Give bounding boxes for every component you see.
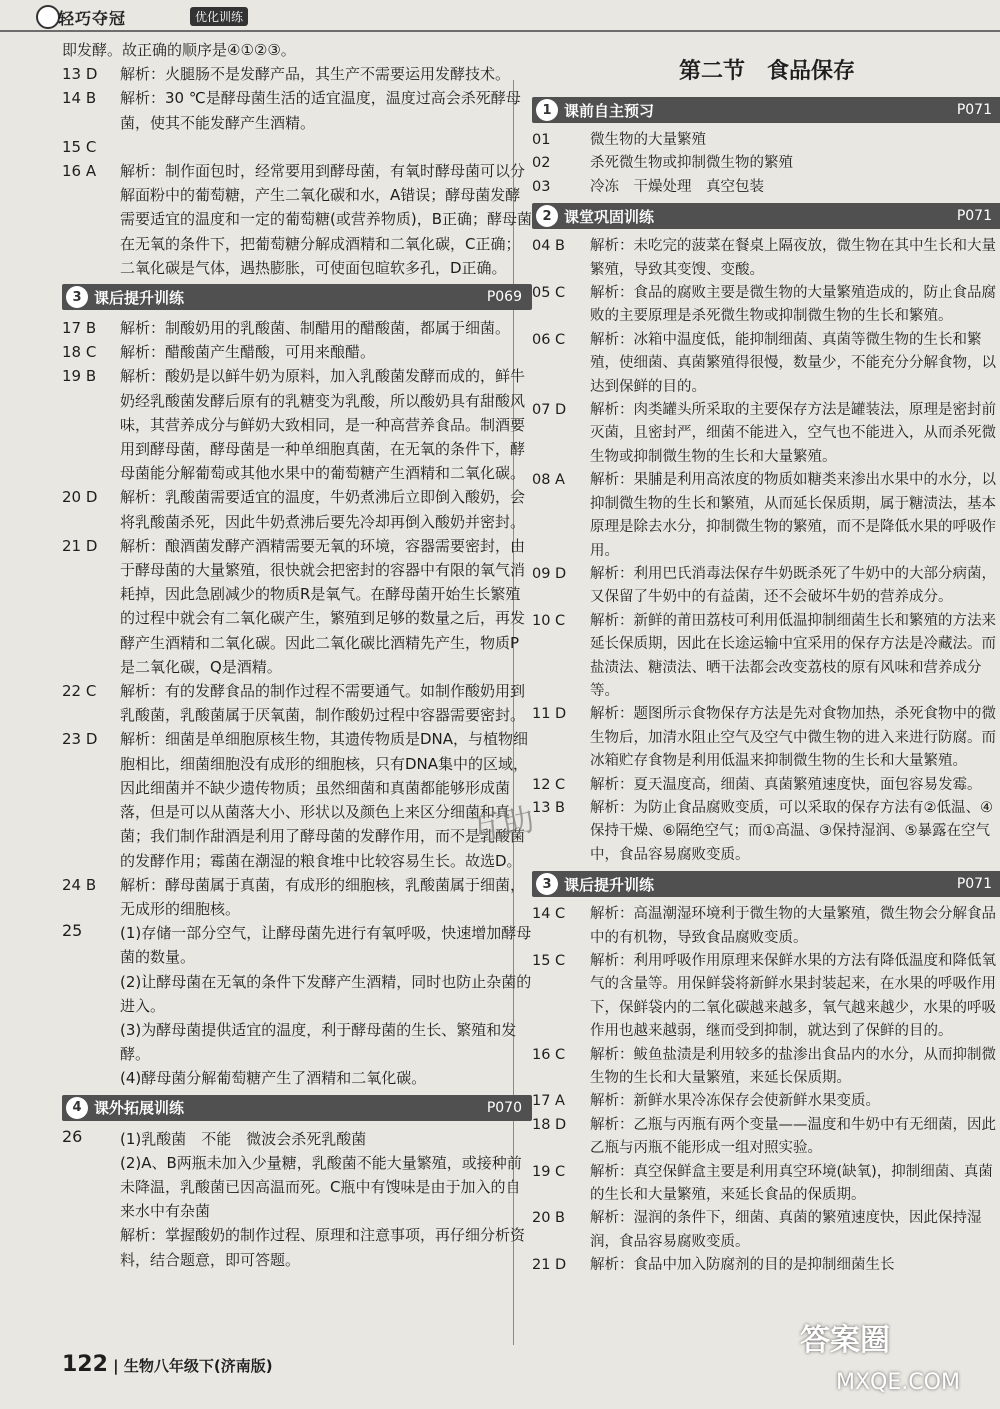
section-page-ref: P071 <box>956 208 992 225</box>
answer-item <box>62 135 532 159</box>
answer-part: (2)让酵母菌在无氧的条件下发酵产生酒精，同时也防止杂菌的进入。 <box>120 972 532 1015</box>
answer-item <box>62 364 532 485</box>
answer-number: 13 B <box>532 799 566 816</box>
brand-badge: 优化训练 <box>190 7 248 26</box>
section-index: 1 <box>536 99 558 121</box>
answer-item <box>532 950 1000 1044</box>
answer-part: 解析：掌握酸奶的制作过程、原理和注意事项，再仔细分析资料，结合题意，即可答题。 <box>120 1226 526 1269</box>
answer-text: 解析：30 ℃是酵母菌生活的适宜温度，温度过高会杀死酵母菌，使其不能发酵产生酒精。 <box>120 89 521 132</box>
brand-logo: 轻巧夺冠 <box>58 9 127 28</box>
answer-parts <box>120 921 532 1090</box>
section-page-ref: P071 <box>956 102 992 118</box>
answer-text: 解析：新鲜的莆田荔枝可利用低温抑制细菌生长和繁殖的方法来延长保质期，因此在长途运输中宜采用的保存方法是冷藏法。而盐渍法、糖渍法、晒干法都会改变荔枝的原有风味和营养成分等。 <box>590 612 996 699</box>
answer-text: 解析：有的发酵食品的制作过程不需要通气。如制作酸奶用到乳酸菌，乳酸菌属于厌氧菌，制作酸奶过程中容器需要密封。 <box>120 682 526 725</box>
answer-number: 13 D <box>62 65 98 84</box>
answer-number: 14 B <box>62 89 97 108</box>
answer-item <box>62 316 532 340</box>
answer-number: 16 A <box>62 162 97 181</box>
watermark-logo: 答案圈 <box>800 1323 890 1358</box>
answer-item <box>62 86 532 134</box>
answer-text: 解析：高温潮湿环境利于微生物的大量繁殖，微生物会分解食品中的有机物，导致食品腐败变质。 <box>590 906 996 946</box>
answer-item <box>62 485 532 533</box>
answer-text: 解析：酿酒菌发酵产酒精需要无氧的环境，容器需要密封，由于酵母菌的大量繁殖，很快就会把密封的容器中有限的氧气消耗掉，因此急剧减少的物质R是氧气。在酵母菌开始生长繁殖的过程中就会有二氧化碳产生，繁殖到足够的数量之后，再发酵产生酒精和二氧化碳。因此二氧化碳比酒精先产生，物质P是二氧化碳，Q是酒精。 <box>120 536 526 676</box>
answer-number: 12 C <box>532 776 566 793</box>
answer-item <box>532 235 1000 282</box>
answer-parts <box>120 1127 532 1272</box>
right-answers-a <box>532 235 1000 867</box>
answer-number: 16 C <box>532 1046 566 1063</box>
answer-item <box>62 340 532 364</box>
answer-item <box>532 1161 1000 1208</box>
section-bar-after-class <box>62 284 532 310</box>
answer-number: 08 A <box>532 472 565 489</box>
answer-item <box>532 563 1000 610</box>
answer-number: 01 <box>532 132 551 148</box>
left-column <box>62 38 532 1272</box>
answer-text: 解析：醋酸菌产生醋酸，可用来酿醋。 <box>120 343 376 362</box>
answer-item <box>532 903 1000 950</box>
answer-item <box>532 703 1000 773</box>
section-bar-preview <box>532 97 1000 123</box>
stamp-mark: 互助 <box>467 799 538 851</box>
answer-text: 解析：冰箱中温度低，能抑制细菌、真菌等微生物的生长和繁殖，使细菌、真菌繁殖得很慢，数量少，不能充分分解食物，以达到保鲜的目的。 <box>590 331 996 395</box>
answer-item <box>532 1254 1000 1277</box>
answer-number: 17 B <box>62 319 97 338</box>
answer-item <box>532 282 1000 329</box>
answer-number: 18 C <box>62 343 97 362</box>
section-index: 3 <box>66 286 88 308</box>
answer-number: 18 D <box>532 1116 567 1133</box>
answer-number: 21 D <box>532 1257 567 1274</box>
answer-text: 解析：制作面包时，经常要用到酵母菌，有氧时酵母菌可以分解面粉中的葡萄糖，产生二氧化碳和水，A错误；酵母菌发酵需要适宜的温度和一定的葡萄糖(或营养物质)，B正确；酵母菌在无氧的条件下，把葡萄糖分解成酒精和二氧化碳，C正确；二氧化碳是气体，遇热膨胀，可使面包暄软多孔，D正确。 <box>120 162 532 277</box>
answer-item <box>62 679 532 727</box>
preview-answers <box>532 129 1000 199</box>
section-index: 4 <box>66 1097 88 1119</box>
answer-number: 22 C <box>62 682 97 701</box>
page-number: 122 <box>62 1352 108 1377</box>
answer-item <box>532 176 1000 199</box>
section-title: 课后提升训练 <box>564 875 655 894</box>
answer-number: 02 <box>532 155 551 172</box>
answer-part: (3)为酵母菌提供适宜的温度，利于酵母菌的生长、繁殖和发酵。 <box>120 1020 517 1064</box>
answer-text: 解析：真空保鲜盒主要是利用真空环境(缺氧)，抑制细菌、真菌的生长和大量繁殖，来延长食品的保质期。 <box>590 1163 993 1204</box>
answer-number: 19 C <box>532 1163 566 1180</box>
answer-text: 解析：乳酸菌需要适宜的温度，牛奶煮沸后立即倒入酸奶，会将乳酸菌杀死，因此牛奶煮沸后要先冷却再倒入酸奶并密封。 <box>120 488 526 531</box>
answer-text: 冷冻 干燥处理 真空包装 <box>590 178 764 195</box>
intro-line: 即发酵。故正确的顺序是④①②③。 <box>62 41 296 59</box>
answer-text <box>120 135 532 159</box>
section-bar-consolidation <box>532 203 1000 229</box>
answer-number: 25 <box>62 921 83 941</box>
right-column <box>532 38 1000 1278</box>
answer-item <box>62 727 532 872</box>
answer-item-26 <box>62 1127 532 1272</box>
section-bar-extension <box>62 1095 532 1121</box>
answer-item <box>532 129 1000 152</box>
answer-text: 解析：为防止食品腐败变质，可以采取的保存方法有②低温、④保持干燥、⑥隔绝空气；而①高温、③保持湿润、⑤暴露在空气中，食品容易腐败变质。 <box>590 799 993 863</box>
answer-text: 解析：酵母菌属于真菌，有成形的细胞核，乳酸菌属于细菌，无成形的细胞核。 <box>120 875 526 918</box>
answer-text: 解析：果脯是利用高浓度的物质如糖类来渗出水果中的水分，以抑制微生物的生长和繁殖，从而延长保质期，属于糖渍法，基本原理是除去水分，抑制微生物的繁殖，而不是降低水果的呼吸作用。 <box>590 472 996 559</box>
answer-item <box>532 1090 1000 1113</box>
answer-text: 解析：新鲜水果冷冻保存会使新鲜水果变质。 <box>590 1093 880 1110</box>
answer-number: 11 D <box>532 706 567 723</box>
answer-item <box>532 1207 1000 1254</box>
answer-item <box>62 62 532 86</box>
page-header <box>0 0 1000 32</box>
answer-number: 19 B <box>62 367 97 386</box>
answer-text: 解析：酸奶是以鲜牛奶为原料，加入乳酸菌发酵而成的，鲜牛奶经乳酸菌发酵后原有的乳糖变为乳酸，所以酸奶具有甜酸风味，其营养成分与鲜奶大致相同，是一种高营养食品。制酒要用到酵母菌，酵母菌是一种单细胞真菌，在无氧的条件下，酵母菌能分解葡萄或其他水果中的葡萄糖产生酒精和二氧化碳。 <box>120 367 526 483</box>
watermark-url: MXQE.COM <box>836 1370 960 1395</box>
book-title: 生物八年级下(济南版) <box>123 1357 273 1375</box>
answer-text: 解析：利用巴氏消毒法保存牛奶既杀死了牛奶中的大部分病菌，又保留了牛奶中的有益菌，还不会破坏牛奶的营养成分。 <box>590 565 996 606</box>
answer-item <box>532 152 1000 175</box>
answer-number: 26 <box>62 1126 83 1146</box>
answer-text: 解析：肉类罐头所采取的主要保存方法是罐装法，原理是密封前灭菌，且密封严，细菌不能进入，空气也不能进入，从而杀死微生物或抑制微生物的生长和大量繁殖。 <box>590 402 996 465</box>
answer-part: (2)A、B两瓶未加入少量糖，乳酸菌不能大量繁殖，或接种前未降温，乳酸菌已因高温而死。C瓶中有馊味是由于加入的自来水中有杂菌 <box>120 1153 522 1221</box>
answer-item-25 <box>62 921 532 1090</box>
section-title: 课后提升训练 <box>94 288 185 307</box>
answer-text: 解析：食品中加入防腐剂的目的是抑制细菌生长 <box>590 1257 895 1274</box>
answer-number: 20 B <box>532 1210 566 1227</box>
answer-item <box>532 774 1000 797</box>
answer-number: 07 D <box>532 402 567 419</box>
section-title: 课外拓展训练 <box>94 1099 185 1118</box>
answer-number: 14 C <box>532 906 566 923</box>
answer-number: 06 C <box>532 331 566 348</box>
answer-number: 17 A <box>532 1093 565 1110</box>
answer-text: 杀死微生物或抑制微生物的繁殖 <box>590 155 793 172</box>
chapter-section-title: 第二节 食品保存 <box>678 59 855 84</box>
answer-part: (1)存储一部分空气，让酵母菌先进行有氧呼吸，快速增加酵母菌的数量。 <box>120 924 532 967</box>
section-title: 课堂巩固训练 <box>564 207 655 226</box>
answer-number: 10 C <box>532 612 566 629</box>
answer-item <box>532 1114 1000 1161</box>
answer-item <box>62 873 532 921</box>
right-answers-b <box>532 903 1000 1278</box>
section-index: 3 <box>536 873 558 895</box>
answer-number: 21 D <box>62 536 98 555</box>
answer-item <box>62 534 532 679</box>
section-index: 2 <box>536 205 558 227</box>
answer-number: 24 B <box>62 875 97 894</box>
answer-text: 解析：题图所示食物保存方法是先对食物加热，杀死食物中的微生物后，加清水阻止空气及空气中微生物的进入来进行防腐。而冰箱贮存食物是利用低温来抑制微生物的生长和大量繁殖。 <box>590 706 996 770</box>
answer-text: 解析：夏天温度高，细菌、真菌繁殖速度快，面包容易发霉。 <box>590 776 982 793</box>
answer-text: 微生物的大量繁殖 <box>590 132 706 148</box>
answer-number: 20 D <box>62 488 98 507</box>
page-footer <box>62 1352 273 1377</box>
answer-item <box>62 159 532 280</box>
answer-part: (1)乳酸菌 不能 微波会杀死乳酸菌 <box>120 1129 367 1148</box>
answer-number: 23 D <box>62 730 98 749</box>
answer-text: 解析：利用呼吸作用原理来保鲜水果的方法有降低温度和降低氧气的含量等。用保鲜袋将新鲜水果封装起来，在水果的呼吸作用下，保鲜袋内的二氧化碳越来越多，氧气越来越少，水果的呼吸作用也越来越弱，继而受到抑制，就达到了保鲜的目的。 <box>590 953 996 1040</box>
section-bar-after-class-right <box>532 871 1000 897</box>
answer-number: 15 C <box>532 953 566 969</box>
section-page-ref: P071 <box>956 876 992 893</box>
answer-item <box>532 1044 1000 1091</box>
answer-item <box>532 797 1000 867</box>
answer-part: (4)酵母菌分解葡萄糖产生了酒精和二氧化碳。 <box>120 1069 427 1088</box>
answer-text: 解析：乙瓶与丙瓶有两个变量——温度和牛奶中有无细菌，因此乙瓶与丙瓶不能形成一组对照实验。 <box>590 1116 996 1157</box>
answer-text: 解析：未吃完的菠菜在餐桌上隔夜放，微生物在其中生长和大量繁殖，导致其变馊、变酸。 <box>590 238 996 278</box>
answer-number: 04 B <box>532 238 566 255</box>
mascot-icon <box>36 5 60 29</box>
section-page-ref: P070 <box>486 1099 522 1116</box>
answer-number: 03 <box>532 178 551 195</box>
answer-text: 解析：鲅鱼盐渍是利用较多的盐渗出食品内的水分，从而抑制微生物的生长和大量繁殖，来延长保质期。 <box>590 1046 996 1087</box>
answer-item <box>532 469 1000 563</box>
answer-item <box>532 329 1000 399</box>
answer-text: 解析：火腿肠不是发酵产品，其生产不需要运用发酵技术。 <box>120 65 511 84</box>
section-page-ref: P069 <box>486 289 522 306</box>
answer-text: 解析：湿润的条件下，细菌、真菌的繁殖速度快，因此保持湿润，食品容易腐败变质。 <box>590 1210 982 1250</box>
section-title: 课前自主预习 <box>564 101 655 120</box>
answer-number: 15 C <box>62 137 97 156</box>
answer-text: 解析：制酸奶用的乳酸菌、制醋用的醋酸菌，都属于细菌。 <box>120 319 511 338</box>
left-answers-a <box>62 62 532 280</box>
answer-number: 05 C <box>532 285 566 302</box>
answer-item <box>532 610 1000 704</box>
answer-text: 解析：食品的腐败主要是微生物的大量繁殖造成的，防止食品腐败的主要原理是杀死微生物或抑制微生物的生长和繁殖。 <box>590 285 996 325</box>
answer-item <box>532 399 1000 469</box>
footer-separator: | <box>113 1357 124 1375</box>
answer-number: 09 D <box>532 565 567 582</box>
left-answers-b <box>62 316 532 921</box>
answer-text: 解析：细菌是单细胞原核生物，其遗传物质是DNA，与植物细胞相比，细菌细胞没有成形的细胞核，只有DNA集中的区域，因此细菌并不缺少遗传物质；虽然细菌和真菌都能够形成菌落，但是可以从菌落大小、形状以及颜色上来区分细菌和真菌；我们制作甜酒是利用了酵母菌的发酵作用，而不是乳酸菌的发酵作用；霉菌在潮湿的粮食堆中比较容易生长。故选D。 <box>120 730 529 870</box>
